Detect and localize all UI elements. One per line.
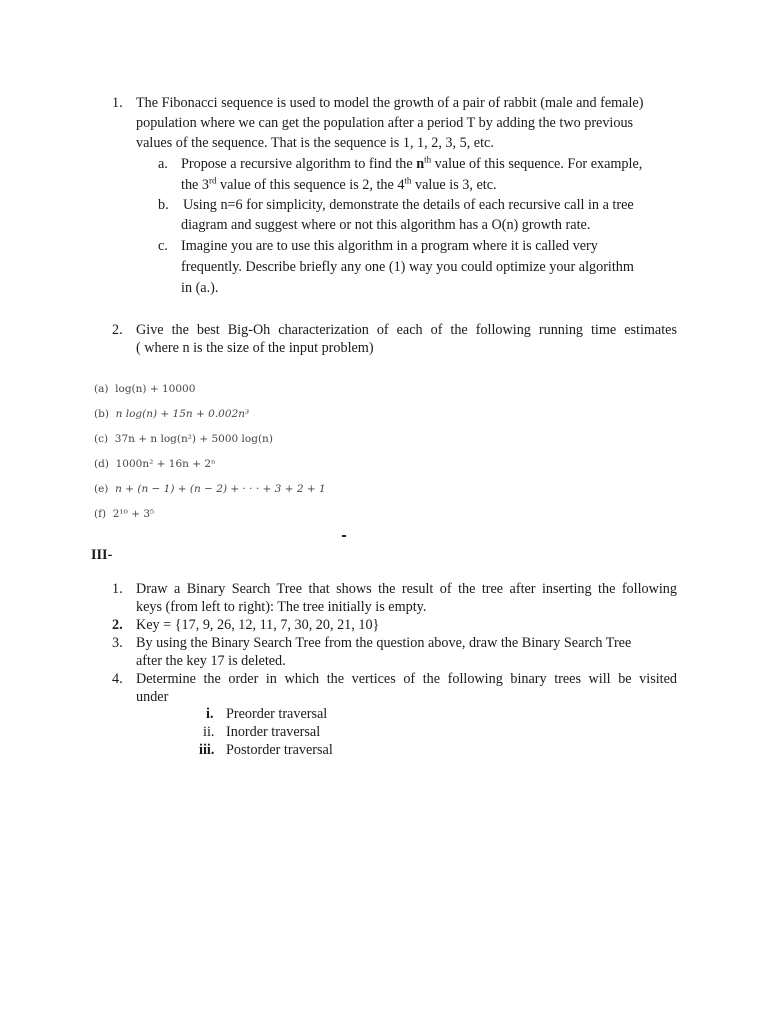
traversal-postorder: Postorder traversal: [226, 742, 333, 758]
q2-item-e: (e) n + (n − 1) + (n − 2) + · · · + 3 + 2 + 1: [94, 483, 326, 495]
q1a-text-post: value of this sequence. For example,: [431, 156, 643, 172]
q1-line-1: The Fibonacci sequence is used to model the growth of a pair of rabbit (male and female): [136, 95, 644, 111]
q1b-line-1: Using n=6 for simplicity, demonstrate the details of each recursive call in a tree: [183, 197, 634, 213]
q1c-label: c.: [158, 238, 168, 254]
q1a-th-2: th: [404, 175, 412, 186]
q1-line-3: values of the sequence. That is the sequence is 1, 1, 2, 3, 5, etc.: [136, 135, 494, 151]
s3-q1-line-2: keys (from left to right): The tree initially is empty.: [136, 599, 427, 615]
s3-q4-line-1: Determine the order in which the vertices of the following binary trees will be visited: [136, 671, 677, 687]
q2-item-b: (b) n log(n) + 15n + 0.002n³: [94, 408, 250, 420]
traversal-label-i: i.: [206, 706, 214, 722]
s3-q4-line-2: under: [136, 689, 169, 705]
traversal-preorder: Preorder traversal: [226, 706, 328, 722]
q2-item-a: (a) log(n) + 10000: [94, 383, 196, 395]
q1a-text-b: value of this sequence is 2, the 4: [216, 177, 405, 193]
q2-item-f: (f) 2¹⁰ + 3⁵: [94, 508, 155, 520]
q1a-th: th: [424, 154, 432, 165]
traversal-label-ii: ii.: [203, 724, 215, 740]
traversal-inorder: Inorder traversal: [226, 724, 321, 740]
q1a-label: a.: [158, 156, 168, 172]
q1b-line-2: diagram and suggest where or not this algorithm has a O(n) growth rate.: [181, 217, 591, 233]
q1a-text-pre: Propose a recursive algorithm to find the: [181, 156, 417, 172]
s3-q3-line-2: after the key 17 is deleted.: [136, 653, 286, 669]
q1a-line-2: [181, 176, 497, 194]
q1-number: 1.: [112, 95, 123, 111]
s3-q2-number: 2.: [112, 617, 123, 633]
s3-q1-line-1: Draw a Binary Search Tree that shows the result of the tree after inserting the following: [136, 581, 677, 597]
q2-line-1: Give the best Big-Oh characterization of each of the following running time estimates: [136, 322, 677, 338]
q2-item-c: (c) 37n + n log(n²) + 5000 log(n): [94, 433, 273, 445]
q1a-line-1: [181, 155, 642, 173]
s3-q3-line-1: By using the Binary Search Tree from the question above, draw the Binary Search Tree: [136, 635, 632, 651]
q2-line-2: ( where n is the size of the input problem): [136, 340, 374, 356]
section3-heading: III-: [91, 547, 113, 563]
q1c-line-2: frequently. Describe briefly any one (1) way you could optimize your algorithm: [181, 259, 634, 275]
stray-dash: [342, 535, 346, 537]
q2-number: 2.: [112, 322, 123, 338]
s3-q4-number: 4.: [112, 671, 123, 687]
q2-item-d: (d) 1000n² + 16n + 2ⁿ: [94, 458, 216, 470]
q1a-rd: rd: [208, 175, 217, 186]
s3-q3-number: 3.: [112, 635, 123, 651]
s3-q1-number: 1.: [112, 581, 123, 597]
q1a-text-a: the 3: [181, 177, 209, 193]
q1a-text-c: value is 3, etc.: [411, 177, 497, 193]
q1b-label: b.: [158, 197, 169, 213]
q1a-n: n: [416, 156, 425, 172]
s3-q2-keys: Key = {17, 9, 26, 12, 11, 7, 30, 20, 21, 10}: [136, 617, 380, 633]
traversal-label-iii: iii.: [199, 742, 215, 758]
q1-line-2: population where we can get the population after a period T by adding the two previous: [136, 115, 634, 131]
q1c-line-1: Imagine you are to use this algorithm in a program where it is called very: [181, 238, 598, 254]
q1c-line-3: in (a.).: [181, 280, 219, 296]
